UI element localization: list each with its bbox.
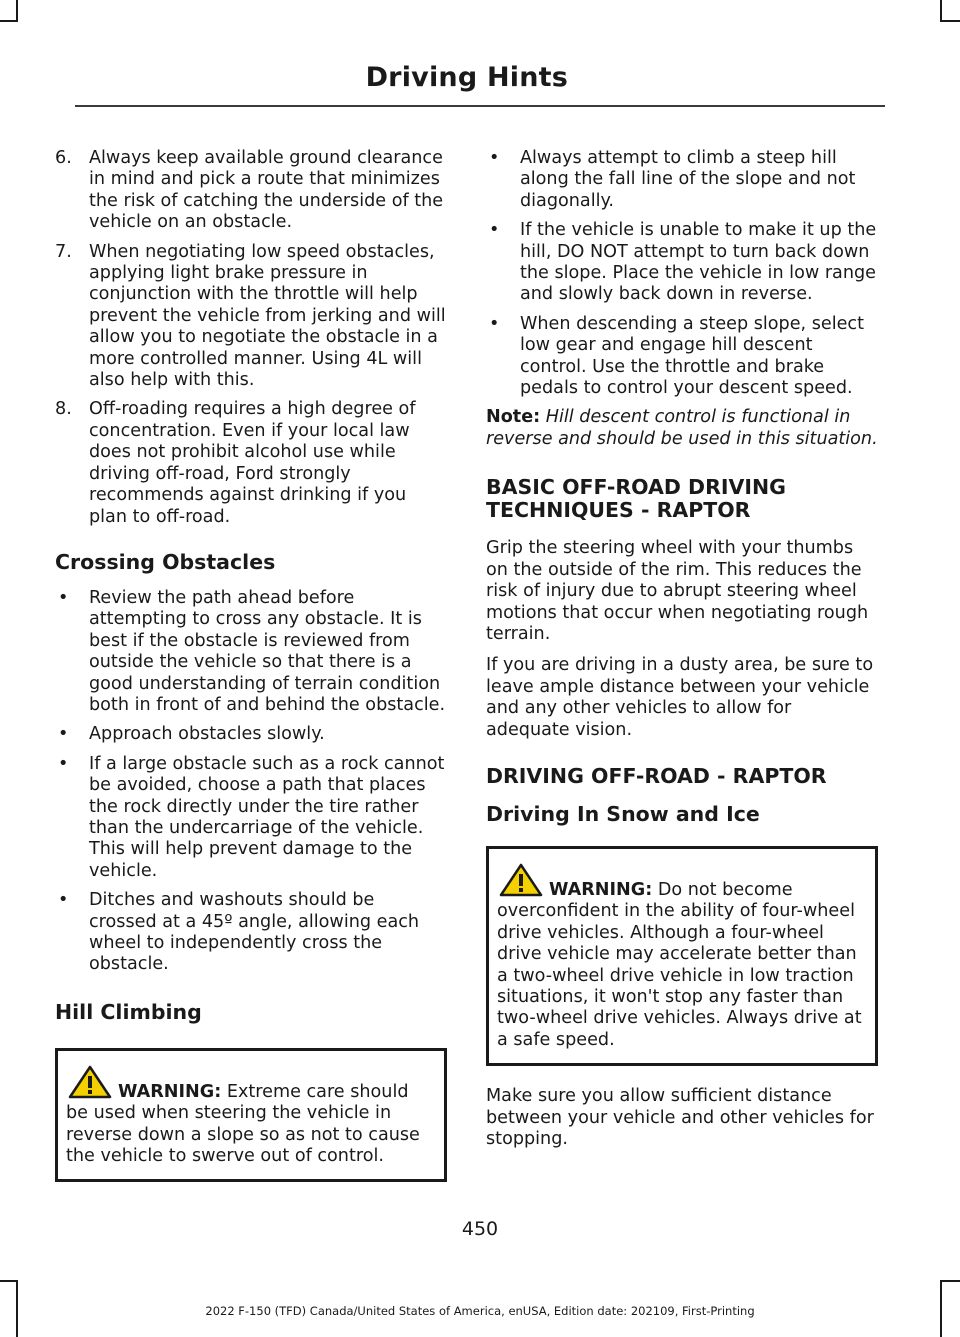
- warning-triangle-icon: [499, 863, 543, 897]
- bullet-text: Approach obstacles slowly.: [89, 724, 325, 745]
- warning-box: [486, 846, 878, 1066]
- numbered-item: [55, 148, 447, 234]
- note-text: Hill descent control is functional in reverse and should be used in this situation.: [486, 407, 878, 449]
- bullet-text: Ditches and washouts should be crossed at a 45º angle, allowing each wheel to independently cross the obstacle.: [89, 890, 420, 975]
- crop-mark: [0, 1280, 16, 1282]
- item-text: When negotiating low speed obstacles, applying light brake pressure in conjunction with the throttle will help prevent the vehicle from jerking and will allow you to negotiate the obstacle in a more controlled manner. Using 4L will also help with this.: [89, 241, 446, 391]
- crop-mark: [16, 0, 18, 22]
- hill-climbing-heading: Hill Climbing: [55, 999, 202, 1024]
- bullet-item: [55, 724, 447, 745]
- crop-mark: [942, 20, 960, 22]
- bullet-text: If a large obstacle such as a rock cannot be avoided, choose a path that places the rock directly under the tire rather than the undercarriage of the vehicle. This will help prevent damage to the vehicle.: [89, 753, 445, 881]
- bullet-glyph: •: [489, 220, 500, 241]
- numbered-item: [55, 242, 447, 392]
- right-column: [486, 148, 878, 1160]
- crop-mark: [940, 0, 942, 22]
- warning-triangle-icon: [68, 1065, 112, 1099]
- item-number: 6.: [55, 148, 72, 168]
- crop-mark: [942, 1280, 960, 1282]
- bullet-glyph: •: [58, 587, 69, 608]
- note-label: Note:: [486, 407, 541, 428]
- bullet-text: If the vehicle is unable to make it up the hill, DO NOT attempt to turn back down the slope. Place the vehicle in low range and slowly back down in reverse.: [520, 220, 877, 305]
- driving-off-road-heading: DRIVING OFF-ROAD - RAPTOR: [486, 763, 827, 788]
- paragraph: Grip the steering wheel with your thumbs on the outside of the rim. This reduces the risk of injury due to abrupt steering wheel motions that occur when negotiating rough terrain.: [486, 538, 869, 644]
- bullet-text: Review the path ahead before attempting to cross any obstacle. It is best if the obstacle is reviewed from outside the vehicle so that there is a good understanding of terrain condition both in front of and behind the obstacle.: [89, 587, 446, 715]
- item-text: Always keep available ground clearance in mind and pick a route that minimizes the risk of catching the underside of the vehicle on an obstacle.: [89, 148, 444, 233]
- bullet-item: [55, 890, 447, 976]
- warning-box: [55, 1048, 447, 1183]
- item-number: 8.: [55, 399, 72, 420]
- bullet-item: [486, 220, 878, 306]
- page-title: Driving Hints: [365, 62, 568, 93]
- header-divider: [75, 105, 885, 107]
- bullet-item: [55, 588, 447, 716]
- crossing-obstacles-heading: Crossing Obstacles: [55, 549, 276, 574]
- item-number: 7.: [55, 241, 72, 262]
- page-number: 450: [461, 1218, 499, 1240]
- bullet-glyph: •: [58, 724, 69, 745]
- bullet-item: [486, 148, 878, 212]
- warning-label: WARNING:: [549, 879, 653, 900]
- left-column: [55, 148, 447, 1182]
- paragraph: Make sure you allow sufficient distance between your vehicle and other vehicles for stopping.: [486, 1086, 874, 1149]
- bullet-item: [55, 754, 447, 882]
- note-paragraph: [486, 407, 878, 450]
- bullet-text: When descending a steep slope, select low gear and engage hill descent control. Use the throttle and brake pedals to control your descent speed.: [520, 313, 865, 399]
- paragraph: If you are driving in a dusty area, be sure to leave ample distance between your vehicle and any other vehicles to allow for adequate vision.: [486, 655, 874, 740]
- footer-text: 2022 F-150 (TFD) Canada/United States of America, enUSA, Edition date: 202109, First-Printing: [205, 1304, 755, 1318]
- warning-label: WARNING:: [118, 1081, 222, 1102]
- item-text: Off-roading requires a high degree of concentration. Even if your local law does not prohibit alcohol use while driving off-road, Ford strongly recommends against drinking if you plan to off-road.: [89, 399, 416, 527]
- numbered-item: [55, 399, 447, 527]
- bullet-glyph: •: [58, 753, 69, 774]
- bullet-glyph: •: [489, 148, 500, 168]
- crop-mark: [0, 20, 16, 22]
- bullet-item: [486, 314, 878, 400]
- bullet-glyph: •: [489, 313, 500, 334]
- warning-text: Do not become overconfident in the ability of four-wheel drive vehicles. Although a four-wheel drive vehicle may accelerate better than a two-wheel drive vehicle in low traction situations, it won't stop any faster than two-wheel drive vehicles. Always drive at a safe speed.: [497, 879, 862, 1050]
- warning-text: Extreme care should be used when steering the vehicle in reverse down a slope so as not to cause the vehicle to swerve out of control.: [66, 1081, 420, 1167]
- snow-ice-heading: Driving In Snow and Ice: [486, 801, 760, 826]
- bullet-glyph: •: [58, 890, 69, 911]
- bullet-text: Always attempt to climb a steep hill along the fall line of the slope and not diagonally.: [520, 148, 856, 211]
- basic-off-road-heading: BASIC OFF-ROAD DRIVING TECHNIQUES - RAPTOR: [486, 475, 786, 523]
